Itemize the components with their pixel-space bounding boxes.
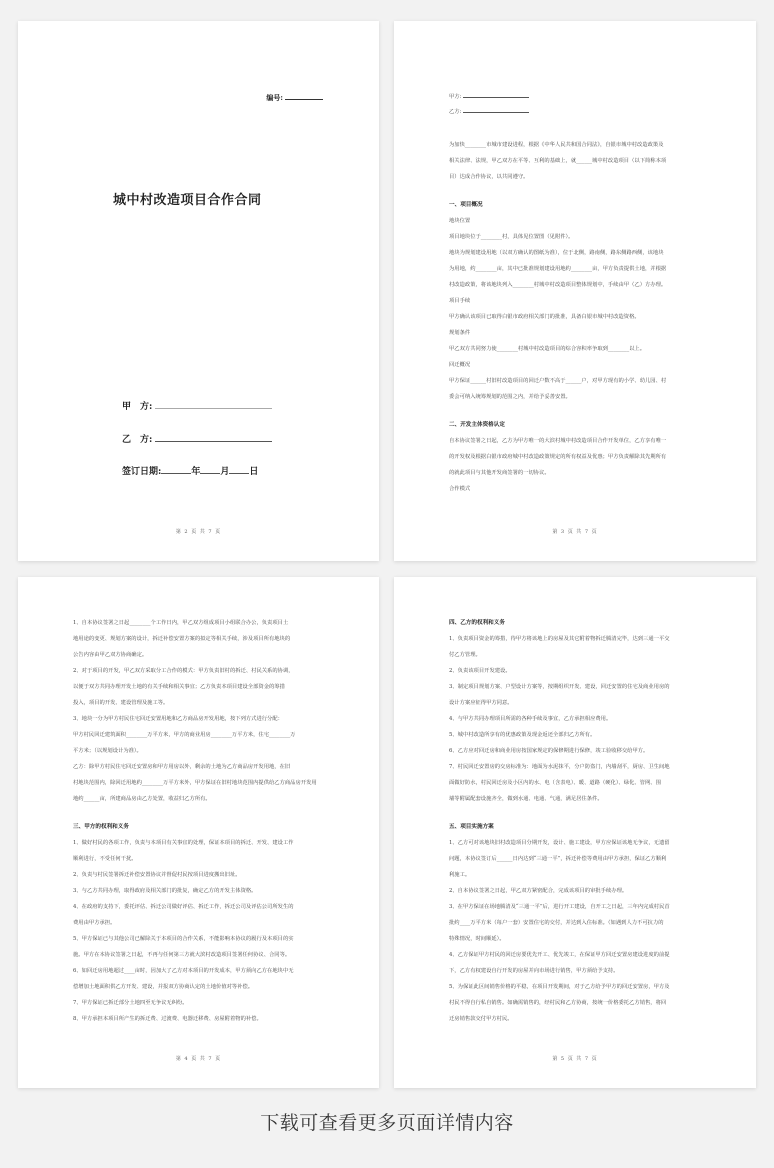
text-line: 地约______亩，所建商品房由乙方处置，收益归乙方所有。 <box>73 796 211 802</box>
section-heading: 三、甲方的权利和义务 <box>73 824 129 830</box>
text-line: 面做好防水，村民回迁房及小区内的水、电（含表电）、暖、道路（硬化）、绿化、管网、围 <box>449 780 661 786</box>
text-line: 3、与乙方共同办理，取得政府及相关部门的批复，确定乙方的开发主体资格。 <box>73 888 257 894</box>
text-line: 1、做好村民的各项工作，负责与本项目有关事宜的处理，保证本项目的拆迁、开发、建设工作 <box>73 840 294 846</box>
sign-date-label: 签订日期: <box>122 467 162 477</box>
party-b-blank <box>463 112 529 113</box>
text-line: 甲乙双方共同努力使________村城中村改造项目的综合容积率争取到________以上。 <box>449 346 645 352</box>
text-line: 的就此项目与其他开发商签署的一切协议。 <box>449 470 550 476</box>
serial-blank <box>285 99 323 100</box>
text-line: 地块位置 <box>449 218 471 224</box>
section-heading: 二、开发主体资格认定 <box>449 422 505 428</box>
party-a-blank <box>155 408 272 409</box>
text-line: 5、甲方保证已与其他公司已解除关于本项目的合作关系，不能影响本协议的履行及本项目的实 <box>73 936 294 942</box>
text-line: 平方米；（以规划设计为准）。 <box>73 748 142 754</box>
text-line: 回迁概况 <box>449 362 471 368</box>
sign-date-line <box>122 464 258 477</box>
text-line: 迁房销售款交付甲方村民。 <box>449 1016 513 1022</box>
party-b-label: 乙方: <box>449 109 462 115</box>
party-b-header <box>449 107 529 115</box>
month-blank <box>200 473 220 474</box>
text-line: 4、在政府的支持下，委托评估、拆迁公司做好评估、拆迁工作，拆迁公司及评估公司所发生的 <box>73 904 294 910</box>
text-line: 3、在甲方保证在场地腾清及“三通一平”后，进行开工建设，自开工之日起，三年内完成村民首 <box>449 904 670 910</box>
year-label: 年 <box>191 467 201 477</box>
text-line: 1、负责项目资金的筹措，待甲方将该地上的房屋及其它附着物拆迁腾清完毕，达到三通一平交 <box>449 636 670 642</box>
text-line: 甲方村民回迁建筑面积________万平方米，甲方的商业用房________万平方米，住宅________万 <box>73 732 296 738</box>
text-line: 投入，项目的开发、建设管理及施工等。 <box>73 700 169 706</box>
text-line: 问题，本协议签订后______日内达到“三通一平”，拆迁补偿等费用由甲方承担，保证乙方顺利 <box>449 856 667 862</box>
text-line: 村改造政策，将该地块列入________村城中村改造项目整体规划中，手续由甲（乙）方办理。 <box>449 282 667 288</box>
text-line: 村地块范围内，除回迁用地约________万平方米外，甲方保证在旧村地块范围内提供给乙方商品房开发用 <box>73 780 317 786</box>
text-line: 甲方确认该项目已取得白银市政府相关部门的批准，具备白银市城中村改造资格。 <box>449 314 640 320</box>
document-page-4 <box>18 577 379 1088</box>
text-line: 村民不得自行私自销售。如确需销售的，经村民和乙方协商，按统一价格委托乙方销售，将回 <box>449 1000 667 1006</box>
text-line: 下，乙方有权建设自行开发的房屋并向市场进行销售，甲方须给予支持。 <box>449 968 619 974</box>
text-line: 合作模式 <box>449 486 471 492</box>
day-blank <box>229 473 249 474</box>
text-line: 2、自本协议签署之日起，甲乙双方紧密配合，完成该项目的审批手续办理。 <box>449 888 628 894</box>
text-line: 目）达成合作协议，以共同遵守。 <box>449 174 529 180</box>
text-line: 3、地块一分为甲方村民住宅回迁安置用地和乙方商品房开发用地，按下列方式进行分配： <box>73 716 283 722</box>
paragraph-gap <box>449 405 706 417</box>
text-line: 公告内容由甲乙双方协商确定。 <box>73 652 148 658</box>
section-heading: 一、项目概况 <box>449 202 483 208</box>
text-line: 1、自本协议签署之日起________个工作日内，甲乙双方组成项目小组联合办公，负责项目土 <box>73 620 289 626</box>
page-number: 第 5 页 共 7 页 <box>552 1056 598 1062</box>
year-blank <box>161 473 191 474</box>
text-line: 费用由甲方承担。 <box>73 920 116 926</box>
text-line: 2、负责与村民签署拆迁补偿安置协议并督促村民按项目进度搬出旧址。 <box>73 872 241 878</box>
text-line: 4、与甲方共同办理项目所需的各种手续及事宜，乙方承担相应费用。 <box>449 716 612 722</box>
day-label: 日 <box>249 467 259 477</box>
text-line: 8、甲方承担本项目所产生的拆迁费、过渡费、电器迁移费、房屋附着物的补偿。 <box>73 1016 262 1022</box>
party-b-blank <box>155 441 272 442</box>
party-a-label: 甲方: <box>449 94 462 100</box>
text-line: 相关法律、法规，甲乙双方在平等、互利的基础上，就______城中村改造项目（以下简称本项 <box>449 158 667 164</box>
document-page-cover <box>18 21 379 561</box>
section-heading: 四、乙方的权利和义务 <box>449 620 505 626</box>
text-line: 甲方保证______村旧村改造项目的回迁户数不高于______户，对甲方现有的小学、幼儿园、村 <box>449 378 667 384</box>
text-line: 施。甲方在本协议签署之日起，不再与任何第三方就大滨村改造项目签署任何协议、合同等。 <box>73 952 291 958</box>
section-heading: 五、项目实施方案 <box>449 824 494 830</box>
text-line: 4、乙方保证甲方村民的回迁房要优先开工、优先竣工，在保证甲方回迁安置房建设进度的前提 <box>449 952 670 958</box>
page-body <box>449 615 706 1027</box>
text-line: 利施工。 <box>449 872 471 878</box>
text-line: 7、村民回迁安置房的交房标准为：地面为水泥抹平，分户防盗门，内墙刮平，厨房、卫生间地 <box>449 764 670 770</box>
serial-label: 编号: <box>266 93 283 102</box>
serial-number-field <box>266 93 323 103</box>
text-line: 项目地块位于________村，具体见位置图（见附件）。 <box>449 234 574 240</box>
page-body <box>73 615 327 1027</box>
text-line: 项目手续 <box>449 298 471 304</box>
document-page-5 <box>394 577 756 1088</box>
text-line: 地用途的变更、规划方案的设计，拆迁补偿安置方案的拟定等相关手续，涉及项目所有地块的 <box>73 636 291 642</box>
text-line: 为用地，约________亩，其中已批准规划建设用地约________亩，甲方负责提供土地，并根据 <box>449 266 667 272</box>
paragraph-gap <box>73 807 327 819</box>
text-line: 设计方案应征得甲方同意。 <box>449 700 513 706</box>
page-body <box>449 137 706 497</box>
document-title: 城中村改造项目合作合同 <box>113 193 262 208</box>
paragraph-gap <box>449 185 706 197</box>
text-line: 2、负责该项目开发建设。 <box>449 668 511 674</box>
month-label: 月 <box>220 467 230 477</box>
text-line: 自本协议签署之日起，乙方为甲方唯一的大滨村城中村改造项目合作开发单位，乙方享有唯一 <box>449 438 667 444</box>
text-line: 6、如回迁房用地超过____亩时，因加大了乙方对本项目的开发成本，甲方须向乙方在地块中无 <box>73 968 294 974</box>
text-line: 地块为规划建设用地（以双方确认的图纸为准），位于北侧，路南侧，路东侧路西侧，该地块 <box>449 250 664 256</box>
text-line: 2、对于项目的开发，甲乙双方采取分工合作的模式：甲方负责旧村的拆迁、村民关系的协调， <box>73 668 294 674</box>
paragraph-gap <box>449 807 706 819</box>
text-line: 顺利进行，不受任何干扰。 <box>73 856 137 862</box>
party-b-line <box>122 432 272 445</box>
text-line: 1、乙方可对该地块旧村改造项目分期开发，设计、施工建设，甲方应保证该地无争议，无遗留 <box>449 840 670 846</box>
text-line: 7、甲方保证已拆迁部分土地四至无争议无纠纷。 <box>73 1000 188 1006</box>
text-line: 特殊情况，时间顺延）。 <box>449 936 505 942</box>
party-a-blank <box>463 97 529 98</box>
text-line: 偿增加土地面积供乙方开发、建设，并报双方协商认定的土地价值对等补偿。 <box>73 984 254 990</box>
text-line: 墙等附属配套设施齐全，做到水通、电通、气通，满足居住条件。 <box>449 796 603 802</box>
party-b-label: 乙 方: <box>122 435 153 445</box>
text-line: 以便于双方共同办理开发土地的有关手续和相关事宜；乙方负责本项目建设全部资金的筹措 <box>73 684 285 690</box>
text-line: 的开发权及根据白银市政府城中村改造政策规定的所有权益及优惠；甲方负责解除其先期所有 <box>449 454 667 460</box>
page-number: 第 3 页 共 7 页 <box>552 529 598 535</box>
text-line: 为加快________市城市建设进程，根据《中华人民共和国合同法》，自银市城中村改造政策及 <box>449 142 664 148</box>
text-line: 批约____万平方米（每户一套）安置住宅的交付，并达到入住标准。（如遇到人力不可抗力的 <box>449 920 664 926</box>
text-line: 乙方：除甲方村民住宅回迁安置房和甲方用房以外，剩余的土地为乙方商品房开发用地，在旧 <box>73 764 291 770</box>
text-line: 3、制定项目规划方案、户型设计方案等，按期组织开发、建设，回迁安置的住宅及商业用房的 <box>449 684 670 690</box>
text-line: 5、为保证此区间销售价格的平稳，在项目开发期间，对于乙方给予甲方的回迁安置房，甲方及 <box>449 984 670 990</box>
party-a-header <box>449 92 529 100</box>
document-page-3 <box>394 21 756 561</box>
download-more-caption[interactable]: 下载可查看更多页面详情内容 <box>260 1112 514 1134</box>
party-a-label: 甲 方: <box>122 402 153 412</box>
text-line: 委会可纳入统筹规划的范围之内，并给予妥善安置。 <box>449 394 571 400</box>
text-line: 付乙方管理。 <box>449 652 481 658</box>
party-a-line <box>122 399 272 412</box>
page-number: 第 2 页 共 7 页 <box>175 529 222 535</box>
text-line: 规划条件 <box>449 330 471 336</box>
text-line: 5、城中村改造所享有的优惠政策及现金返还全部归乙方所有。 <box>449 732 596 738</box>
text-line: 6、乙方应对回迁房和商业用房按国家规定的保修期进行保修，竣工验收移交给甲方。 <box>449 748 649 754</box>
page-number: 第 4 页 共 7 页 <box>175 1056 222 1062</box>
